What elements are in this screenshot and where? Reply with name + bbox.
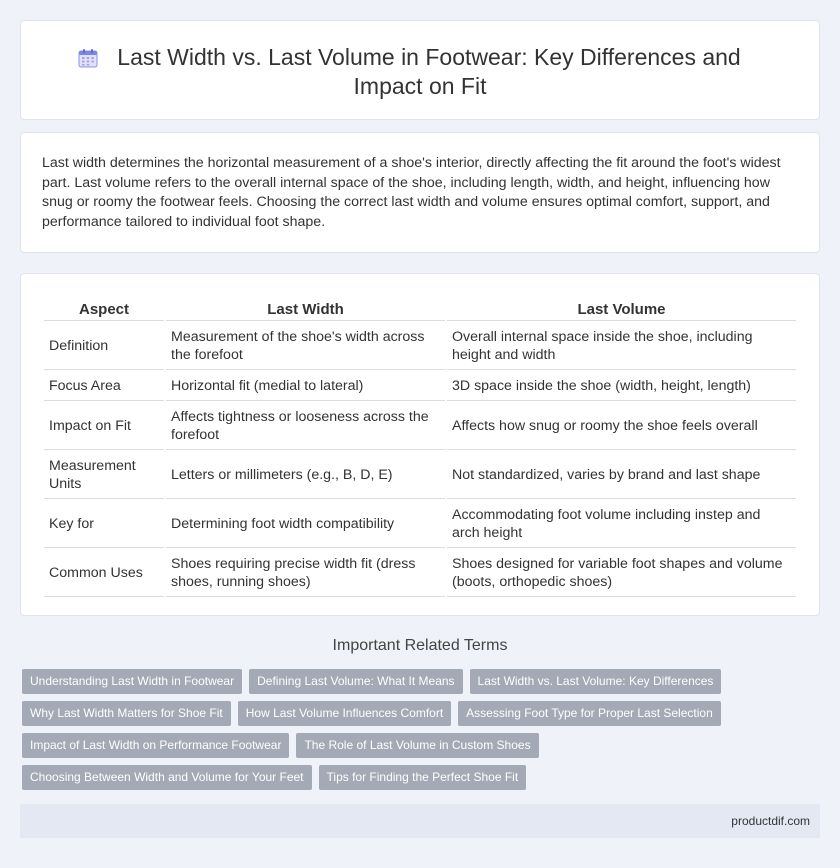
table-header-row — [44, 294, 796, 321]
cell-volume: Not standardized, varies by brand and last shape — [447, 450, 796, 499]
cell-width: Determining foot width compatibility — [166, 499, 445, 548]
tag-link[interactable]: Choosing Between Width and Volume for Your Feet — [22, 765, 312, 790]
table-row — [44, 548, 796, 597]
tag-link[interactable]: Impact of Last Width on Performance Footwear — [22, 733, 289, 758]
tag-link[interactable]: Defining Last Volume: What It Means — [249, 669, 462, 694]
header-last-width: Last Width — [166, 294, 445, 321]
header-last-volume: Last Volume — [447, 294, 796, 321]
footer-site[interactable]: productdif.com — [731, 814, 810, 828]
tag-row — [22, 701, 822, 733]
comparison-card — [20, 273, 820, 616]
header-aspect: Aspect — [44, 294, 164, 321]
table-row — [44, 401, 796, 450]
tag-link[interactable]: Assessing Foot Type for Proper Last Selection — [458, 701, 721, 726]
related-tags — [22, 669, 822, 797]
cell-volume: 3D space inside the shoe (width, height, length) — [447, 370, 796, 401]
footer — [20, 804, 820, 838]
table-row — [44, 499, 796, 548]
table-row — [44, 450, 796, 499]
tag-link[interactable]: Understanding Last Width in Footwear — [22, 669, 242, 694]
cell-aspect: Measurement Units — [44, 450, 164, 499]
cell-aspect: Common Uses — [44, 548, 164, 597]
page-title-line2: Impact on Fit — [353, 73, 487, 99]
page-title-line1: Last Width vs. Last Volume in Footwear: Key Differences and — [117, 44, 741, 70]
tag-row — [22, 765, 822, 797]
cell-width: Letters or millimeters (e.g., B, D, E) — [166, 450, 445, 499]
related-terms-title: Important Related Terms — [332, 637, 508, 654]
cell-volume: Shoes designed for variable foot shapes and volume (boots, orthopedic shoes) — [447, 548, 796, 597]
tag-row — [22, 669, 822, 701]
tag-link[interactable]: How Last Volume Influences Comfort — [238, 701, 451, 726]
tag-link[interactable]: Tips for Finding the Perfect Shoe Fit — [319, 765, 527, 790]
cell-width: Affects tightness or looseness across the forefoot — [166, 401, 445, 450]
tag-link[interactable]: The Role of Last Volume in Custom Shoes — [296, 733, 538, 758]
cell-aspect: Impact on Fit — [44, 401, 164, 450]
title-card — [20, 20, 820, 120]
cell-volume: Affects how snug or roomy the shoe feels overall — [447, 401, 796, 450]
cell-width: Shoes requiring precise width fit (dress shoes, running shoes) — [166, 548, 445, 597]
intro-paragraph: Last width determines the horizontal measurement of a shoe's interior, directly affecting the fit around the foot's widest part. Last volume refers to the overall internal space of the shoe, including length, width, and height, influencing how snug or roomy the footwear feels. Choosing the correct last width and volume ensures optimal comfort, support, and performance tailored to individual foot shape. — [42, 155, 781, 230]
cell-volume: Overall internal space inside the shoe, including height and width — [447, 321, 796, 370]
page-title — [21, 43, 819, 101]
cell-width: Horizontal fit (medial to lateral) — [166, 370, 445, 401]
tag-row — [22, 733, 822, 765]
cell-aspect: Focus Area — [44, 370, 164, 401]
intro-card — [20, 132, 820, 253]
cell-aspect: Definition — [44, 321, 164, 370]
table-row — [44, 321, 796, 370]
cell-width: Measurement of the shoe's width across the forefoot — [166, 321, 445, 370]
table-row — [44, 370, 796, 401]
comparison-table — [42, 294, 798, 597]
tag-link[interactable]: Why Last Width Matters for Shoe Fit — [22, 701, 231, 726]
tag-link[interactable]: Last Width vs. Last Volume: Key Differences — [470, 669, 722, 694]
cell-aspect: Key for — [44, 499, 164, 548]
cell-volume: Accommodating foot volume including instep and arch height — [447, 499, 796, 548]
